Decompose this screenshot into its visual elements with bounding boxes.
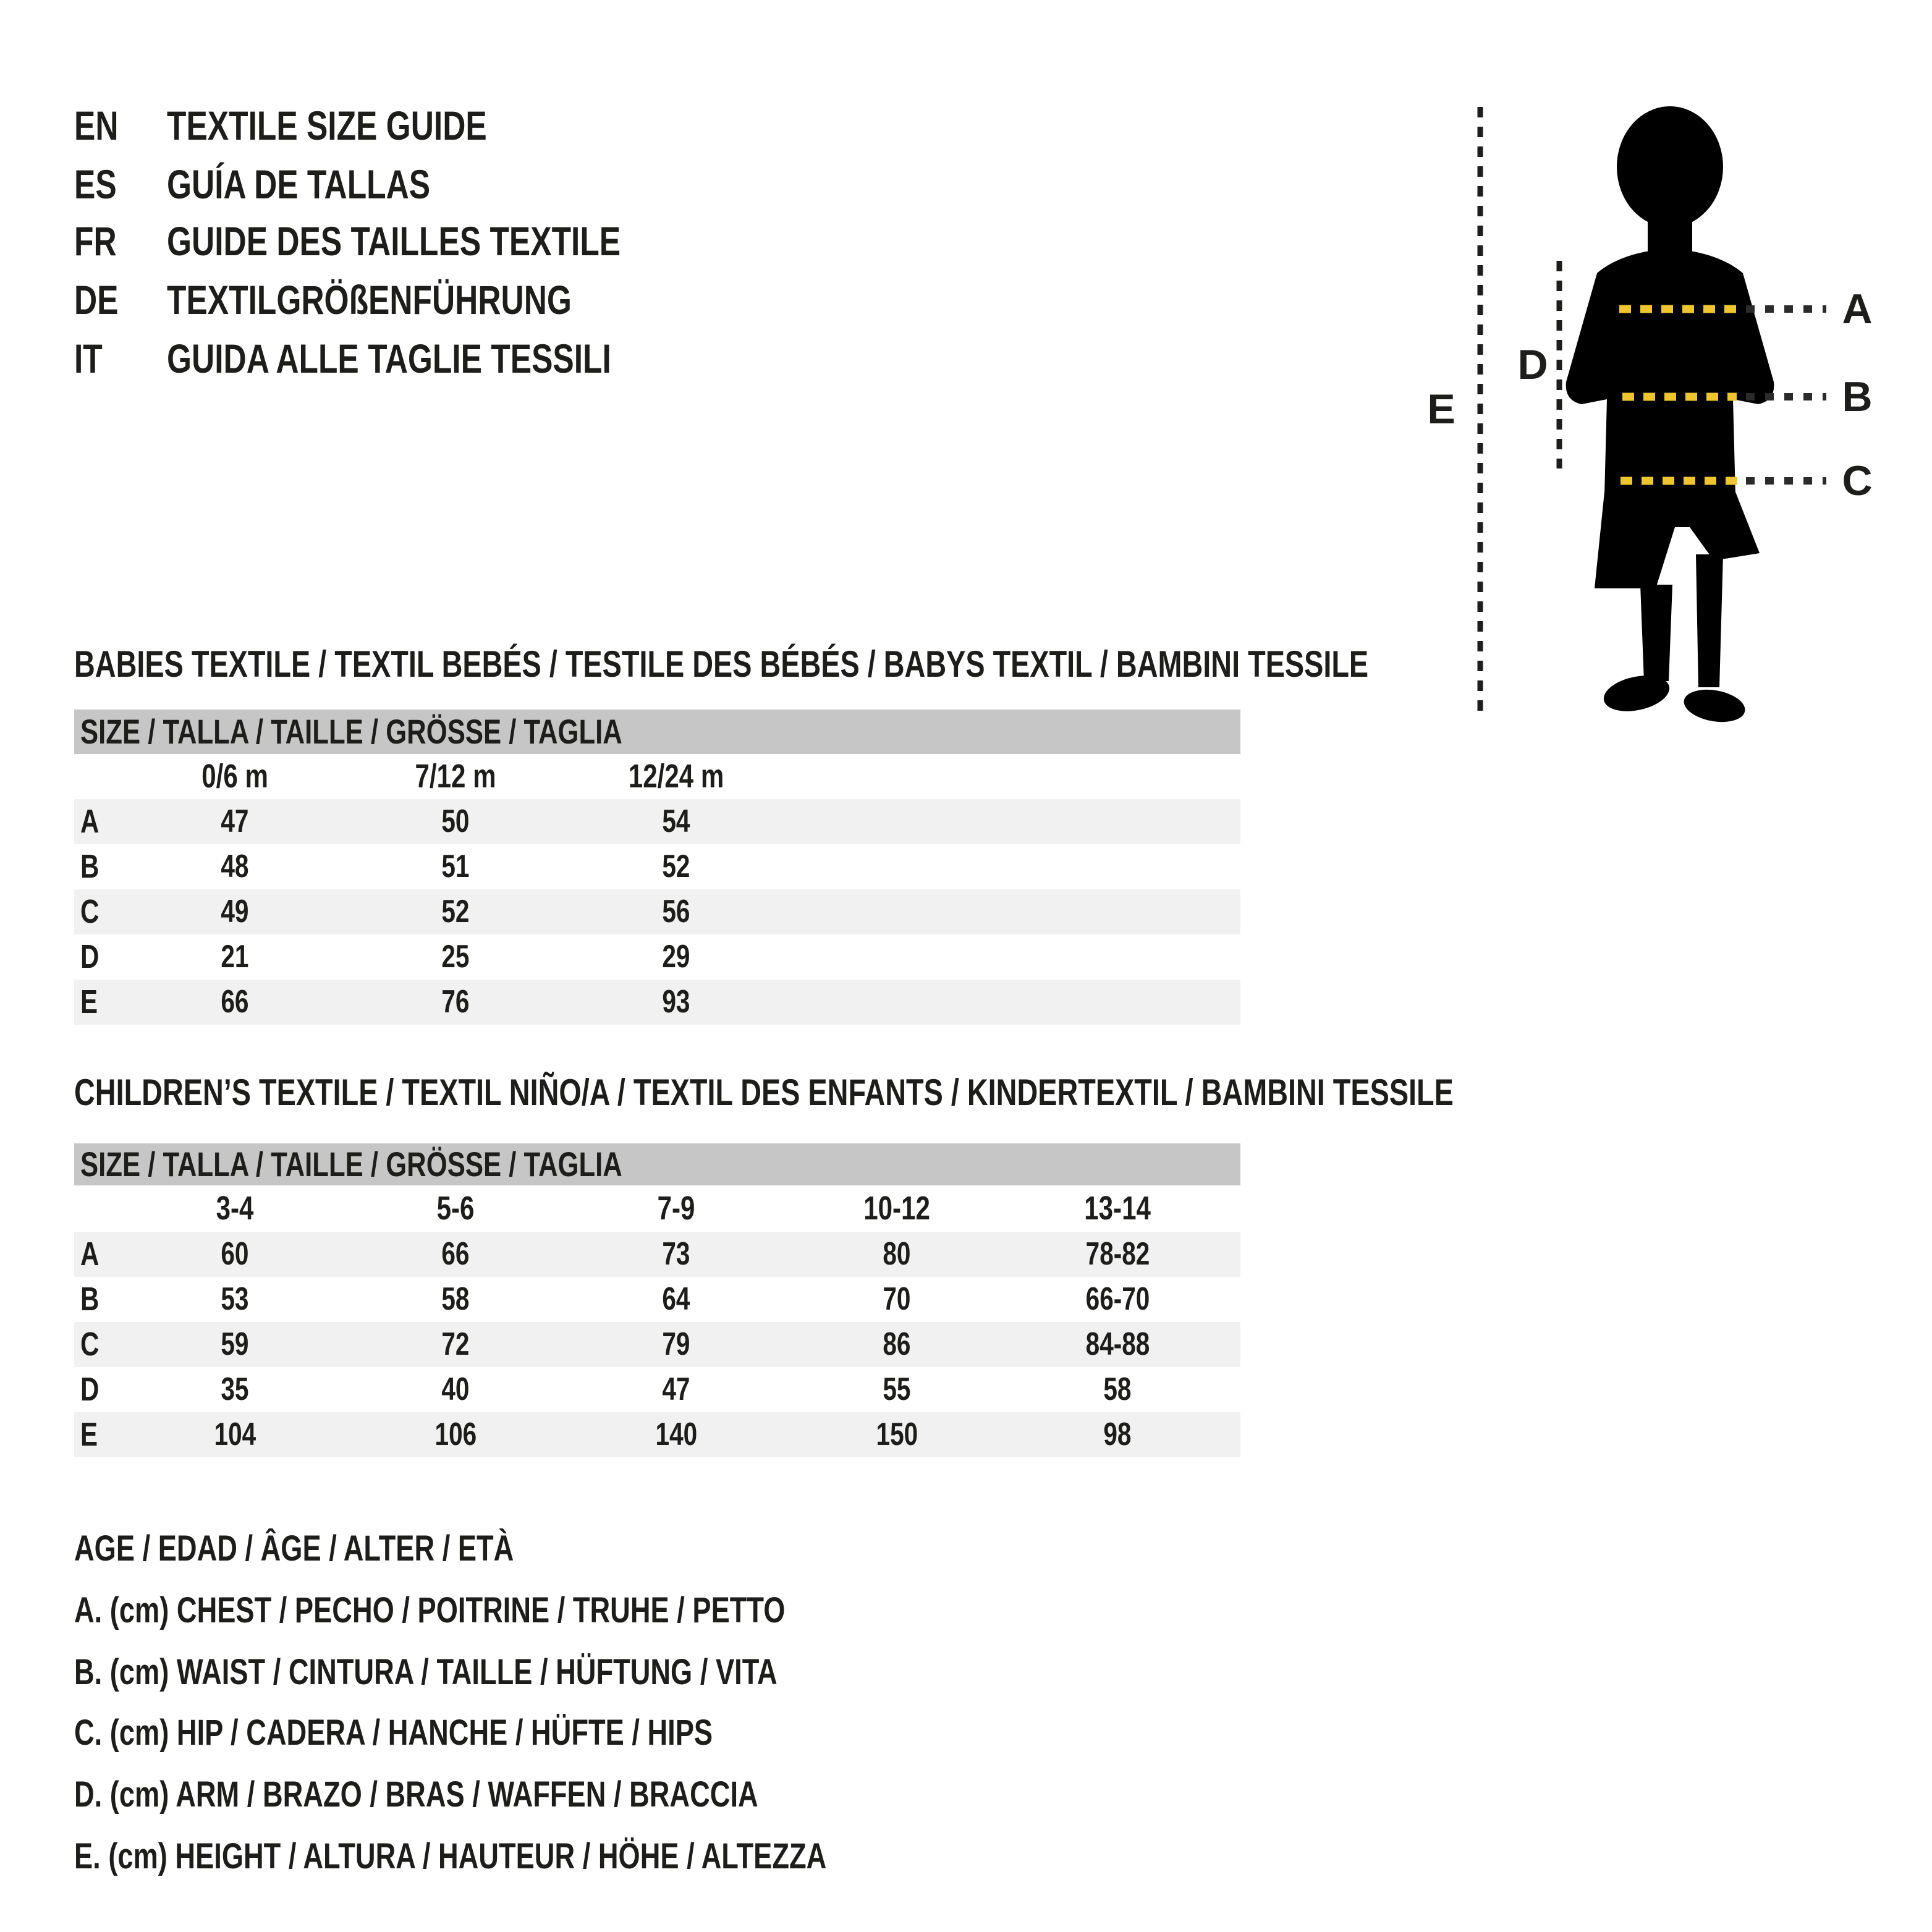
lang-code-es: ES bbox=[74, 161, 117, 207]
children-col-header-0: 3-4 bbox=[216, 1190, 254, 1227]
legend-arm: D. (cm) ARM / BRAZO / BRAS / WAFFEN / BRACCIA bbox=[74, 1774, 758, 1815]
babies-col-header-0: 0/6 m bbox=[201, 758, 268, 795]
lang-title-en: TEXTILE SIZE GUIDE bbox=[167, 103, 487, 148]
lang-code-en: EN bbox=[74, 103, 119, 148]
figure-label-b: B bbox=[1842, 373, 1873, 420]
figure-label-c: C bbox=[1842, 457, 1873, 504]
babies-size-bar: SIZE / TALLA / TAILLE / GRÖSSE / TAGLIA bbox=[74, 710, 1240, 754]
babies-row-e: E 66 76 93 bbox=[74, 980, 1240, 1025]
children-col-header-3: 10-12 bbox=[863, 1190, 930, 1227]
legend-chest: A. (cm) CHEST / PECHO / POITRINE / TRUHE / PETTO bbox=[74, 1590, 786, 1630]
babies-row-d: D 21 25 29 bbox=[80, 938, 690, 975]
lang-title-fr: GUIDE DES TAILLES TEXTILE bbox=[167, 218, 621, 264]
figure-label-d: D bbox=[1517, 341, 1548, 388]
babies-section-heading: BABIES TEXTILE / TEXTIL BEBÉS / TESTILE DES BÉBÉS / BABYS TEXTIL / BAMBINI TESSILE bbox=[74, 643, 1369, 685]
lang-title-de: TEXTILGRÖßENFÜHRUNG bbox=[167, 277, 572, 323]
children-row-c: C 59 72 79 86 84-88 bbox=[74, 1322, 1240, 1367]
figure-label-a: A bbox=[1842, 286, 1873, 333]
lang-title-es: GUÍA DE TALLAS bbox=[167, 161, 431, 207]
legend-height: E. (cm) HEIGHT / ALTURA / HAUTEUR / HÖHE / ALTEZZA bbox=[74, 1836, 827, 1876]
babies-col-header-1: 7/12 m bbox=[415, 758, 496, 795]
children-section-heading: CHILDREN’S TEXTILE / TEXTIL NIÑO/A / TEXTIL DES ENFANTS / KINDERTEXTIL / BAMBINI TESSILE bbox=[74, 1072, 1454, 1113]
lang-code-it: IT bbox=[74, 336, 103, 381]
figure-label-e: E bbox=[1427, 386, 1455, 433]
children-size-table bbox=[74, 1143, 1240, 1457]
children-col-header-2: 7-9 bbox=[657, 1190, 695, 1227]
babies-col-header-2: 12/24 m bbox=[628, 758, 724, 795]
children-row-d: D 35 40 47 55 58 bbox=[80, 1371, 1132, 1408]
lang-code-de: DE bbox=[74, 277, 119, 323]
legend-waist: B. (cm) WAIST / CINTURA / TAILLE / HÜFTUNG / VITA bbox=[74, 1652, 777, 1692]
babies-row-a: A 47 50 54 bbox=[74, 799, 1240, 844]
children-size-bar: SIZE / TALLA / TAILLE / GRÖSSE / TAGLIA bbox=[74, 1143, 1240, 1185]
children-col-header-4: 13-14 bbox=[1084, 1190, 1151, 1227]
children-col-header-1: 5-6 bbox=[436, 1190, 475, 1227]
lang-code-fr: FR bbox=[74, 218, 117, 264]
lang-title-it: GUIDA ALLE TAGLIE TESSILI bbox=[167, 336, 611, 381]
legend-hip: C. (cm) HIP / CADERA / HANCHE / HÜFTE / HIPS bbox=[74, 1713, 713, 1753]
children-row-b: B 53 58 64 70 66-70 bbox=[80, 1281, 1150, 1318]
child-silhouette bbox=[1566, 106, 1774, 726]
babies-size-table bbox=[74, 710, 1240, 1025]
babies-row-c: C 49 52 56 bbox=[74, 889, 1240, 934]
legend-age: AGE / EDAD / ÂGE / ALTER / ETÀ bbox=[74, 1528, 514, 1569]
children-row-a: A 60 66 73 80 78-82 bbox=[74, 1232, 1240, 1277]
children-row-e: E 104 106 140 150 98 bbox=[74, 1412, 1240, 1457]
babies-row-b: B 48 51 52 bbox=[80, 848, 690, 885]
